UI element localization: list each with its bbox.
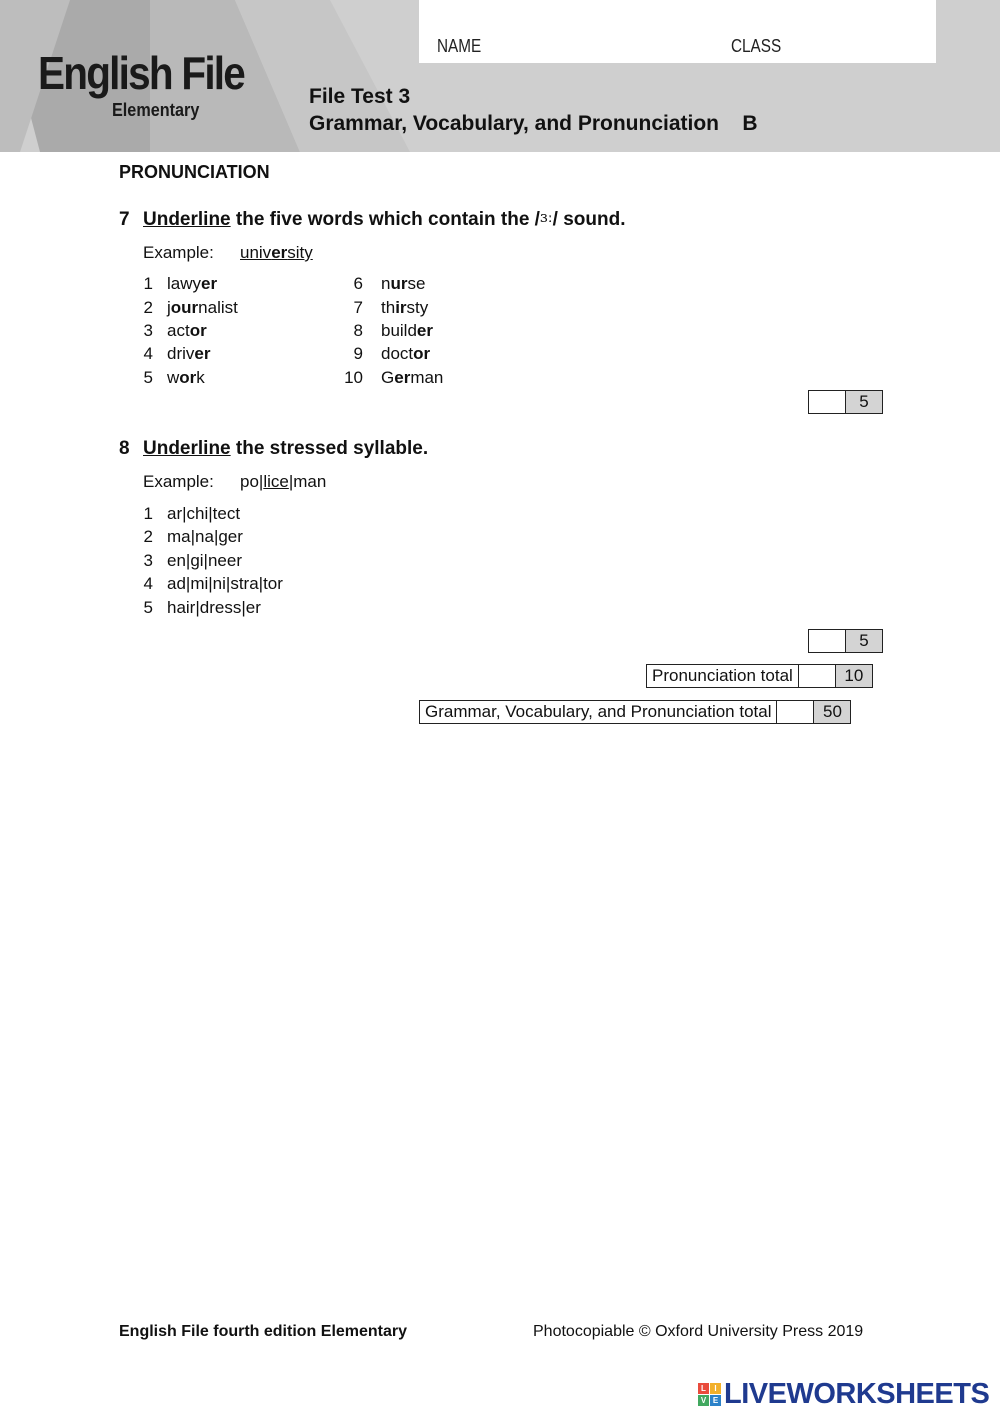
item-number: 2 — [143, 527, 153, 546]
name-label: NAME — [437, 36, 482, 56]
question-7-heading: 7 Underline the five words which contain the /ɜː/ sound. — [119, 208, 626, 230]
item-number: 3 — [143, 321, 153, 340]
item-word[interactable]: work — [167, 368, 205, 387]
item-word[interactable]: German — [381, 368, 444, 387]
word-item[interactable] — [339, 344, 431, 364]
score-input-area[interactable] — [809, 391, 846, 413]
item-number: 2 — [143, 298, 153, 317]
word-item[interactable] — [143, 368, 205, 388]
syllable-item[interactable] — [143, 574, 283, 594]
footer-copyright: Photocopiable © Oxford University Press 2019 — [533, 1323, 864, 1340]
test-title: File Test 3 — [309, 85, 411, 108]
score-max: 5 — [846, 630, 882, 652]
item-word[interactable]: ar|chi|tect — [167, 504, 241, 523]
score-input-area[interactable] — [777, 701, 814, 723]
ipa-symbol: ɜː — [539, 208, 553, 226]
word-item[interactable] — [143, 321, 207, 341]
word-item[interactable] — [143, 344, 211, 364]
name-class-box — [419, 0, 936, 63]
item-number: 5 — [143, 368, 153, 387]
item-word[interactable]: lawyer — [167, 274, 218, 293]
logo-sub-text: Elementary — [112, 100, 200, 120]
item-number: 4 — [143, 344, 153, 363]
item-number: 3 — [143, 551, 153, 570]
liveworksheets-text: LIVEWORKSHEETS — [724, 1378, 990, 1410]
underline-keyword: Underline — [143, 209, 231, 230]
question-number: 7 — [119, 209, 130, 230]
word-item[interactable] — [339, 274, 426, 294]
item-word[interactable]: ad|mi|ni|stra|tor — [167, 574, 283, 593]
liveworksheets-watermark — [698, 1378, 989, 1411]
example-word: po|lice|man — [240, 472, 327, 491]
item-number: 4 — [143, 574, 153, 593]
section-heading: PRONUNCIATION — [119, 162, 270, 182]
score-max: 5 — [846, 391, 882, 413]
question-8-score-box — [808, 629, 883, 653]
item-word[interactable]: thirsty — [381, 298, 429, 317]
pronunciation-total-label: Pronunciation total — [647, 665, 799, 687]
pronunciation-total-box — [646, 664, 873, 688]
english-file-logo — [38, 47, 272, 120]
question-number: 8 — [119, 438, 130, 459]
footer-edition: English File fourth edition Elementary — [119, 1323, 408, 1340]
score-input-area[interactable] — [799, 665, 836, 687]
syllable-item[interactable] — [143, 598, 261, 618]
example-word: university — [240, 243, 313, 262]
class-label: CLASS — [731, 36, 782, 56]
score-max: 10 — [836, 665, 872, 687]
item-number: 5 — [143, 598, 153, 617]
score-input-area[interactable] — [809, 630, 846, 652]
item-word[interactable]: ma|na|ger — [167, 527, 243, 546]
item-number: 6 — [353, 274, 363, 293]
overall-total-box — [419, 700, 851, 724]
word-item[interactable] — [339, 368, 444, 388]
item-word[interactable]: journalist — [167, 298, 238, 317]
logo-main-text: English File — [38, 47, 245, 99]
syllable-item[interactable] — [143, 527, 243, 547]
header-band — [0, 0, 1000, 152]
item-word[interactable]: nurse — [381, 274, 426, 293]
item-number: 9 — [353, 344, 363, 363]
word-item[interactable] — [143, 274, 218, 294]
item-word[interactable]: driver — [167, 344, 211, 363]
item-number: 1 — [143, 274, 153, 293]
overall-total-label: Grammar, Vocabulary, and Pronunciation total — [420, 701, 777, 723]
liveworksheets-logo-icon: L I V E — [698, 1383, 721, 1406]
syllable-item[interactable] — [143, 551, 242, 571]
question-8-example: Example: po|lice|man — [143, 472, 327, 491]
word-item[interactable] — [339, 321, 433, 341]
item-number: 7 — [353, 298, 363, 317]
underline-keyword: Underline — [143, 438, 231, 459]
item-word[interactable]: en|gi|neer — [167, 551, 242, 570]
word-item[interactable] — [143, 298, 238, 318]
item-word[interactable]: builder — [381, 321, 433, 340]
item-word[interactable]: actor — [167, 321, 207, 340]
item-word[interactable]: doctor — [381, 344, 431, 363]
question-8-heading: 8 Underline the stressed syllable. — [119, 438, 429, 459]
item-number: 10 — [344, 368, 363, 387]
word-item[interactable] — [339, 298, 429, 318]
syllable-item[interactable] — [143, 504, 241, 524]
question-7-score-box — [808, 390, 883, 414]
item-number: 1 — [143, 504, 153, 523]
question-7-example: Example: university — [143, 243, 313, 262]
item-word[interactable]: hair|dress|er — [167, 598, 261, 617]
item-number: 8 — [353, 321, 363, 340]
test-subtitle: Grammar, Vocabulary, and Pronunciation B — [309, 112, 758, 135]
score-max: 50 — [814, 701, 850, 723]
